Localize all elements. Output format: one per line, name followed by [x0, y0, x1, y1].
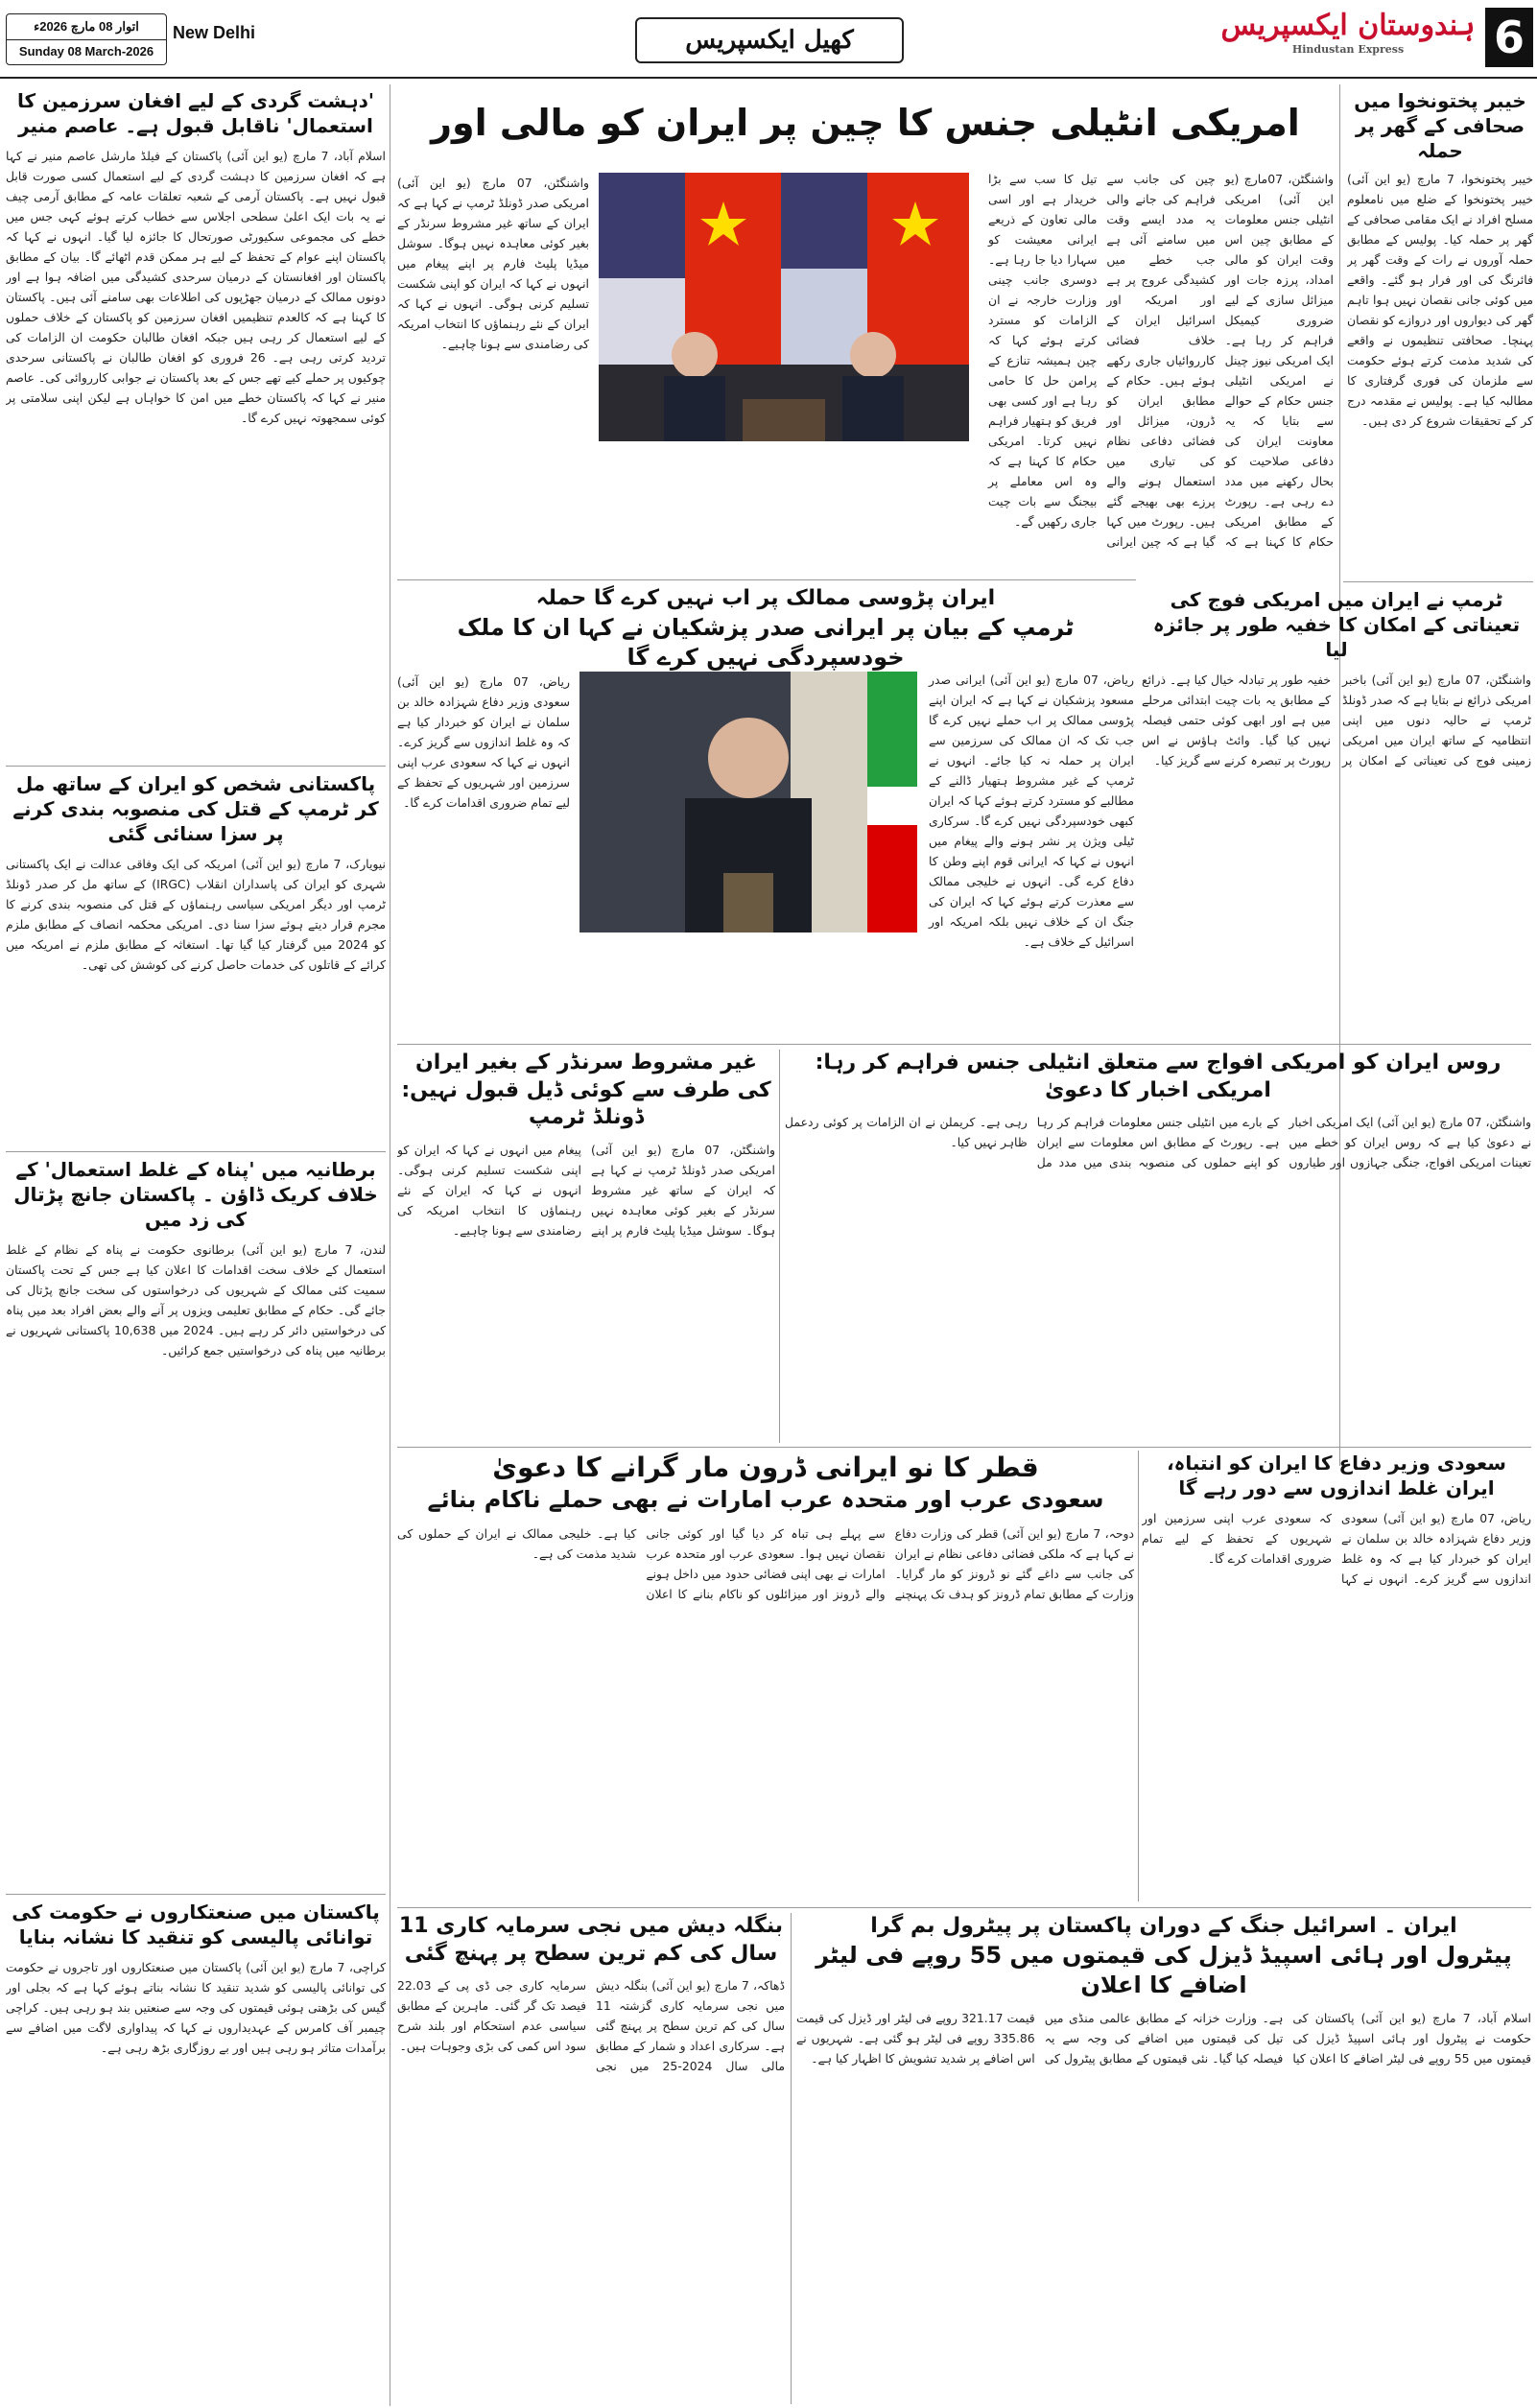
section-divider	[397, 1044, 1531, 1045]
article-body: نیویارک، 7 مارچ (یو این آئی) امریکہ کی ایک وفاقی عدالت نے ایک پاکستانی شہری کو ایران کی پاسداران انقلاب (IRGC) کے ساتھ مل کر صدر ڈونلڈ ٹرمپ اور دیگر امریکی سیاسی رہنماؤں کے قتل کی منصوبہ بندی کرنے کا مجرم قرار دیتے ہوئے سزا سنا دی۔ امریکی محکمہ انصاف کے مطابق ملزم کو 2024 میں گرفتار کیا گیا تھا۔ استغاثہ کے مطابق ملزم نے امریکہ میں کرائے کے قاتلوں کی خدمات حاصل کرنے کی کوشش کی تھی۔	[6, 857, 386, 972]
article-body: خیبر پختونخوا، 7 مارچ (یو این آئی) خیبر پختونخوا کے ضلع میں نامعلوم مسلح افراد نے ایک مقامی صحافی کے گھر پر حملہ کیا۔ پولیس کے مطابق حملہ آوروں نے رات کے وقت گھر پر فائرنگ کی اور فرار ہو گئے۔ واقعے میں کوئی جانی نقصان نہیں ہوا تاہم گھر کی دیواروں اور دروازے کو نقصان پہنچا۔ صحافتی تنظیموں نے واقعے کی شدید مذمت کرتے ہوئے حکومت سے ملزمان کی فوری گرفتاری کا مطالبہ کیا ہے۔ پولیس نے مقدمہ درج کر کے تحقیقات شروع کر دی ہیں۔	[1347, 172, 1533, 428]
section-divider	[6, 1151, 386, 1152]
headline-top: ایران ۔ اسرائیل جنگ کے دوران پاکستان پر پیٹرول بم گرا	[870, 1914, 1457, 1938]
article-asim-munir	[6, 88, 386, 760]
article-body-filler: ریاض، 07 مارچ (یو این آئی) سعودی وزیر دفاع شہزادہ خالد بن سلمان نے ایران کو خبردار کیا ہے کہ وہ غلط اندازوں سے گریز کرے۔ انہوں نے کہا کہ سعودی عرب اپنی سرزمین اور شہریوں کے تحفظ کے لیے تمام ضروری اقدامات کرے گا۔	[397, 674, 570, 810]
section-divider	[397, 1447, 1531, 1448]
article-energy	[6, 1900, 386, 2404]
article-qatar	[397, 1451, 1134, 1901]
article-trump-deal	[397, 1050, 775, 1443]
flags-image	[599, 173, 969, 441]
article-troops	[1142, 587, 1531, 1009]
page-number: 6	[1493, 12, 1525, 63]
headline: برطانیہ میں 'پناہ کے غلط استعمال' کے خلاف کریک ڈاؤن ۔ پاکستان جانچ پڑتال کی زد میں	[13, 1158, 378, 1231]
headline: پاکستانی شخص کو ایران کے ساتھ مل کر ٹرمپ کے قتل کی منصوبہ بندی کرنے پر سزا سنائی گئی	[12, 772, 379, 845]
column-divider	[1138, 1451, 1139, 1901]
section-divider	[6, 1894, 386, 1895]
headline: ٹرمپ کے بیان پر ایرانی صدر پزشکیان نے کہا ان کا ملک خودسپردگی نہیں کرے گا	[457, 613, 1075, 671]
article-body: واشنگٹن، 07مارچ (یو این آئی) امریکی انٹیلی جنس معلومات کے مطابق چین اس وقت ایران کو مالی امداد، پرزہ جات اور میزائل سازی کے لیے ضروری کیمیکل فراہم کر رہا ہے۔ ایک امریکی نیوز چینل نے امریکی انٹیلی جنس حکام کے حوالے سے بتایا کہ یہ معاونت ایران کی دفاعی صلاحیت کو بحال رکھنے میں مدد دے رہی ہے۔ رپورٹ کے مطابق امریکی حکام کا کہنا ہے کہ چین کی جانب سے فراہم کی جانے والی یہ مدد ایسے وقت میں سامنے آئی ہے جب خطے میں کشیدگی عروج پر ہے اور امریکہ اور اسرائیل ایران کے خلاف فضائی کارروائیاں جاری رکھے ہوئے ہیں۔ حکام کے مطابق ایران کو ڈرون، میزائل اور فضائی دفاعی نظام کی تیاری میں استعمال ہونے والے پرزے بھی بھیجے گئے ہیں۔ رپورٹ میں کہا گیا ہے کہ چین ایرانی تیل کا سب سے بڑا خریدار ہے اور اسی مالی تعاون کے ذریعے ایرانی معیشت کو سہارا دیا جا رہا ہے۔ دوسری جانب چینی وزارت خارجہ نے ان الزامات کو مسترد کرتے ہوئے کہا کہ چین ہمیشہ تنازع کے پرامن حل کا حامی رہا ہے اور کسی بھی فریق کو ہتھیار فراہم نہیں کرتا۔ امریکی حکام کا کہنا ہے کہ وہ اس معاملے پر بیجنگ سے بات چیت جاری رکھیں گے۔	[988, 172, 1334, 549]
headline: پیٹرول اور ہائی اسپیڈ ڈیزل کی قیمتوں میں 55 روپے فی لیٹر اضافے کا اعلان	[816, 1941, 1512, 1998]
headline-top: ایران پڑوسی ممالک پر اب نہیں کرے گا حملہ	[535, 586, 996, 610]
brand-logo	[1218, 10, 1478, 67]
article-khyber	[1347, 88, 1533, 549]
pezeshkian-body-left	[397, 672, 570, 1017]
article-body: واشنگٹن، 07 مارچ (یو این آئی) ایک امریکی اخبار نے دعویٰ کیا ہے کہ روس ایران کو خطے میں تعینات امریکی افواج، جنگی جہازوں اور طیاروں کے بارے میں انٹیلی جنس معلومات فراہم کر رہا ہے۔ رپورٹ کے مطابق اس معلومات سے ایران کو اپنے حملوں کی منصوبہ بندی میں مدد مل رہی ہے۔ کریملن نے ان الزامات پر کوئی ردعمل ظاہر نہیں کیا۔	[785, 1115, 1531, 1170]
headline: غیر مشروط سرنڈر کے بغیر ایران کی طرف سے کوئی ڈیل قبول نہیں: ڈونلڈ ٹرمپ	[401, 1051, 771, 1130]
section-divider	[397, 1907, 1531, 1908]
article-petrol	[796, 1913, 1531, 2404]
section-title: کھیل ایکسپریس	[685, 26, 854, 55]
article-plot	[6, 771, 386, 1145]
article-body: واشنگٹن، 07 مارچ (یو این آئی) امریکی صدر ڈونلڈ ٹرمپ نے کہا ہے کہ ایران کے ساتھ غیر مشروط سرنڈر کے بغیر کوئی معاہدہ نہیں ہوگا۔ سوشل میڈیا پلیٹ فارم پر اپنے پیغام میں انہوں نے کہا کہ ایران کو اپنی شکست تسلیم کرنی ہوگی۔ انہوں نے کہا کہ ایران کے نئے رہنماؤں کا انتخاب امریکہ کی رضامندی سے ہونا چاہیے۔	[397, 1142, 775, 1238]
section-divider	[6, 766, 386, 767]
article-body: ڈھاکہ، 7 مارچ (یو این آئی) بنگلہ دیش میں نجی سرمایہ کاری گزشتہ 11 سال کی کم ترین سطح پر پہنچ گئی ہے۔ سرکاری اعداد و شمار کے مطابق مالی سال 2024-25 میں نجی سرمایہ کاری جی ڈی پی کے 22.03 فیصد تک گر گئی۔ ماہرین کے مطابق سیاسی عدم استحکام اور بلند شرح سود اس کمی کی بڑی وجوہات ہیں۔	[397, 1978, 785, 2074]
headline: امریکی انٹیلی جنس کا چین پر ایران کو مالی اور	[431, 102, 1300, 144]
article-body: اسلام آباد، 7 مارچ (یو این آئی) پاکستان کے فیلڈ مارشل عاصم منیر نے کہا ہے کہ افغان سرزمین کا دہشت گردی کے لیے استعمال کسی صورت قابل قبول نہیں ہے۔ پاکستان آرمی کے شعبہ تعلقات عامہ کے مطابق آرمی چیف نے یہ بات ایک اعلیٰ سطحی اجلاس سے خطاب کرتے ہوئے کہی جس میں خطے کی مجموعی سکیورٹی صورتحال کا جائزہ لیا گیا۔ انہوں نے کہا کہ پاکستان اپنے عوام کے تحفظ کے لیے ہر ممکن قدم اٹھائے گا۔ بیان کے مطابق پاکستان اور افغانستان کے درمیان سرحدی کشیدگی میں اضافہ ہوا ہے اور دونوں ممالک کے درمیان جھڑپوں کی اطلاعات بھی سامنے آئی ہیں۔ پاکستان کا کہنا ہے کہ کالعدم تنظیمیں افغان سرزمین کو پاکستان کے خلاف حملوں کے لیے استعمال کر رہی ہیں جبکہ افغان طالبان حکومت ان الزامات کی تردید کرتی رہی ہے۔ 26 فروری کو افغان طالبان نے پاکستانی سرحدی چوکیوں پر حملے کیے تھے جس کے بعد پاکستان نے جوابی کارروائی کی۔ عاصم منیر نے کہا کہ پاکستان خطے میں امن کا خواہاں ہے لیکن اپنی سلامتی پر کوئی سمجھوتہ نہیں کرے گا۔	[6, 149, 386, 425]
masthead	[0, 0, 1537, 75]
subhead: سعودی عرب اور متحدہ عرب امارات نے بھی حملے ناکام بنائے	[427, 1486, 1104, 1514]
article-russia	[785, 1050, 1531, 1443]
headline: بنگلہ دیش میں نجی سرمایہ کاری 11 سال کی کم ترین سطح پر پہنچ گئی	[398, 1914, 784, 1966]
date-english: Sunday 08 March-2026	[18, 44, 154, 59]
flags-photo	[599, 173, 969, 441]
article-body: ریاض، 07 مارچ (یو این آئی) سعودی وزیر دفاع شہزادہ خالد بن سلمان نے ایران کو خبردار کیا ہے کہ وہ غلط اندازوں سے گریز کرے۔ انہوں نے کہا کہ سعودی عرب اپنی سرزمین اور شہریوں کے تحفظ کے لیے تمام ضروری اقدامات کرے گا۔	[1142, 1511, 1531, 1586]
article-body: دوحہ، 7 مارچ (یو این آئی) قطر کی وزارت دفاع نے کہا ہے کہ ملکی فضائی دفاعی نظام نے ایران کی جانب سے داغے گئے نو ڈرونز کو مار گرایا۔ وزارت کے مطابق تمام ڈرونز کو ہدف تک پہنچنے سے پہلے ہی تباہ کر دیا گیا اور کوئی جانی نقصان نہیں ہوا۔ سعودی عرب اور متحدہ عرب امارات نے بھی اپنی فضائی حدود میں داخل ہونے والے ڈرونز اور میزائلوں کو ناکام بنانے کا اعلان کیا ہے۔ خلیجی ممالک نے ایران کے حملوں کی شدید مذمت کی ہے۔	[397, 1525, 1134, 1601]
headline: قطر کا نو ایرانی ڈرون مار گرانے کا دعویٰ	[492, 1452, 1039, 1483]
brand-name: ہندوستان ایکسپریس	[1220, 10, 1476, 42]
article-body: اسلام آباد، 7 مارچ (یو این آئی) پاکستان کی حکومت نے پیٹرول اور ہائی اسپیڈ ڈیزل کی قیمتوں میں 55 روپے فی لیٹر اضافے کا اعلان کیا ہے۔ وزارت خزانہ کے مطابق عالمی منڈی میں تیل کی قیمتوں میں اضافے کی وجہ سے یہ فیصلہ کیا گیا۔ نئی قیمتوں کے مطابق پیٹرول کی قیمت 321.17 روپے فی لیٹر اور ڈیزل کی قیمت 335.86 روپے فی لیٹر ہو گئی ہے۔ شہریوں نے اس اضافے پر شدید تشویش کا اظہار کیا ہے۔	[796, 2010, 1531, 2066]
article-body-filler: واشنگٹن، 07 مارچ (یو این آئی) امریکی صدر ڈونلڈ ٹرمپ نے کہا ہے کہ ایران کے ساتھ غیر مشروط سرنڈر کے بغیر کوئی معاہدہ نہیں ہوگا۔ سوشل میڈیا پلیٹ فارم پر اپنے پیغام میں انہوں نے کہا کہ ایران کو اپنی شکست تسلیم کرنی ہوگی۔ انہوں نے کہا کہ ایران کے نئے رہنماؤں کا انتخاب امریکہ کی رضامندی سے ہونا چاہیے۔	[397, 176, 589, 351]
article-bangladesh	[397, 1913, 785, 2404]
column-divider	[779, 1050, 780, 1443]
column-divider	[791, 1913, 792, 2404]
article-body: واشنگٹن، 07 مارچ (یو این آئی) باخبر امریکی ذرائع نے بتایا ہے کہ صدر ڈونلڈ ٹرمپ نے حالیہ دنوں میں اپنی انتظامیہ کے ساتھ ایران میں امریکی زمینی فوج کی تعیناتی کے امکان پر خفیہ طور پر تبادلہ خیال کیا ہے۔ ذرائع کے مطابق یہ بات چیت ابتدائی مرحلے میں ہے اور ابھی کوئی حتمی فیصلہ نہیں کیا گیا۔ وائٹ ہاؤس نے اس رپورٹ پر تبصرہ کرنے سے گریز کیا۔	[1142, 673, 1531, 767]
section-divider	[1343, 581, 1533, 582]
date-box	[6, 13, 167, 65]
lead-body-left	[397, 173, 589, 566]
headline: پاکستان میں صنعتکاروں نے حکومت کی توانائی پالیسی کو تنقید کا نشانہ بنایا	[12, 1900, 380, 1948]
page-number-box	[1485, 8, 1533, 67]
date-urdu: اتوار 08 مارچ 2026ء	[7, 14, 166, 40]
headline: خیبر پختونخوا میں صحافی کے گھر پر حملہ	[1354, 89, 1526, 162]
section-title-box	[635, 17, 904, 63]
article-saudi	[1142, 1451, 1531, 1911]
headline: ٹرمپ نے ایران میں امریکی فوج کی تعیناتی کے امکان کا خفیہ طور پر جائزہ لیا	[1152, 588, 1521, 661]
headline: 'دہشت گردی کے لیے افغان سرزمین کا استعمال' ناقابل قبول ہے۔ عاصم منیر	[17, 89, 374, 137]
article-britain	[6, 1157, 386, 1886]
headline: سعودی وزیر دفاع کا ایران کو انتباہ، ایران غلط اندازوں سے دور رہے گا	[1167, 1452, 1506, 1499]
pezeshkian-image	[579, 672, 917, 933]
pezeshkian-photo	[579, 672, 917, 933]
section-divider	[397, 579, 1136, 580]
lead-headline	[397, 88, 1334, 165]
article-body: کراچی، 7 مارچ (یو این آئی) پاکستان میں صنعتکاروں اور تاجروں نے حکومت کی توانائی پالیسی کو شدید تنقید کا نشانہ بناتے ہوئے کہا ہے کہ بجلی اور گیس کی بڑھتی ہوئی قیمتوں کی وجہ سے صنعتیں بند ہو رہی ہیں۔ کراچی چیمبر آف کامرس کے عہدیداروں نے کہا کہ پیداواری لاگت میں اضافے سے برآمدات متاثر ہو رہی ہیں اور بے روزگاری بڑھ رہی ہے۔	[6, 1960, 386, 2055]
article-body: لندن، 7 مارچ (یو این آئی) برطانوی حکومت نے پناہ کے نظام کے غلط استعمال کے خلاف سخت اقدامات کا اعلان کیا ہے جس کے تحت پاکستان سمیت کئی ممالک کے شہریوں کی درخواستوں کی سخت جانچ پڑتال کی جائے گی۔ حکام کے مطابق تعلیمی ویزوں پر آنے والے بعض افراد بعد میں پناہ کی درخواستیں دائر کر رہے ہیں۔ 2024 میں 10,638 پاکستانی شہریوں نے برطانیہ میں پناہ کی درخواستیں جمع کرائیں۔	[6, 1242, 386, 1357]
masthead-rule	[0, 77, 1537, 79]
brand-name-english: Hindustan Express	[1291, 43, 1405, 56]
headline: روس ایران کو امریکی افواج سے متعلق انٹیلی جنس فراہم کر رہا: امریکی اخبار کا دعویٰ	[815, 1051, 1502, 1102]
city-label: New Delhi	[173, 23, 256, 42]
article-body: ریاض، 07 مارچ (یو این آئی) ایرانی صدر مسعود پزشکیان نے کہا ہے کہ ایران اپنے پڑوسی ممالک پر اب حملے نہیں کرے گا جب تک کہ ان ممالک کی سرزمین سے ایران پر حملہ نہ کیا جائے۔ انہوں نے ٹرمپ کے غیر مشروط ہتھیار ڈالنے کے مطالبے کو مسترد کرتے ہوئے کہا کہ ایران کبھی خودسپردگی نہیں کرے گا۔ سرکاری ٹیلی ویژن پر نشر ہونے والے پیغام میں انہوں نے کہا کہ ایرانی قوم اپنے وطن کا دفاع کرے گی۔ انہوں نے خلیجی ممالک سے معذرت کرتے ہوئے کہا کہ ایران کی جنگ ان کے خلاف نہیں بلکہ امریکہ اور اسرائیل کے خلاف ہے۔	[929, 673, 1134, 949]
